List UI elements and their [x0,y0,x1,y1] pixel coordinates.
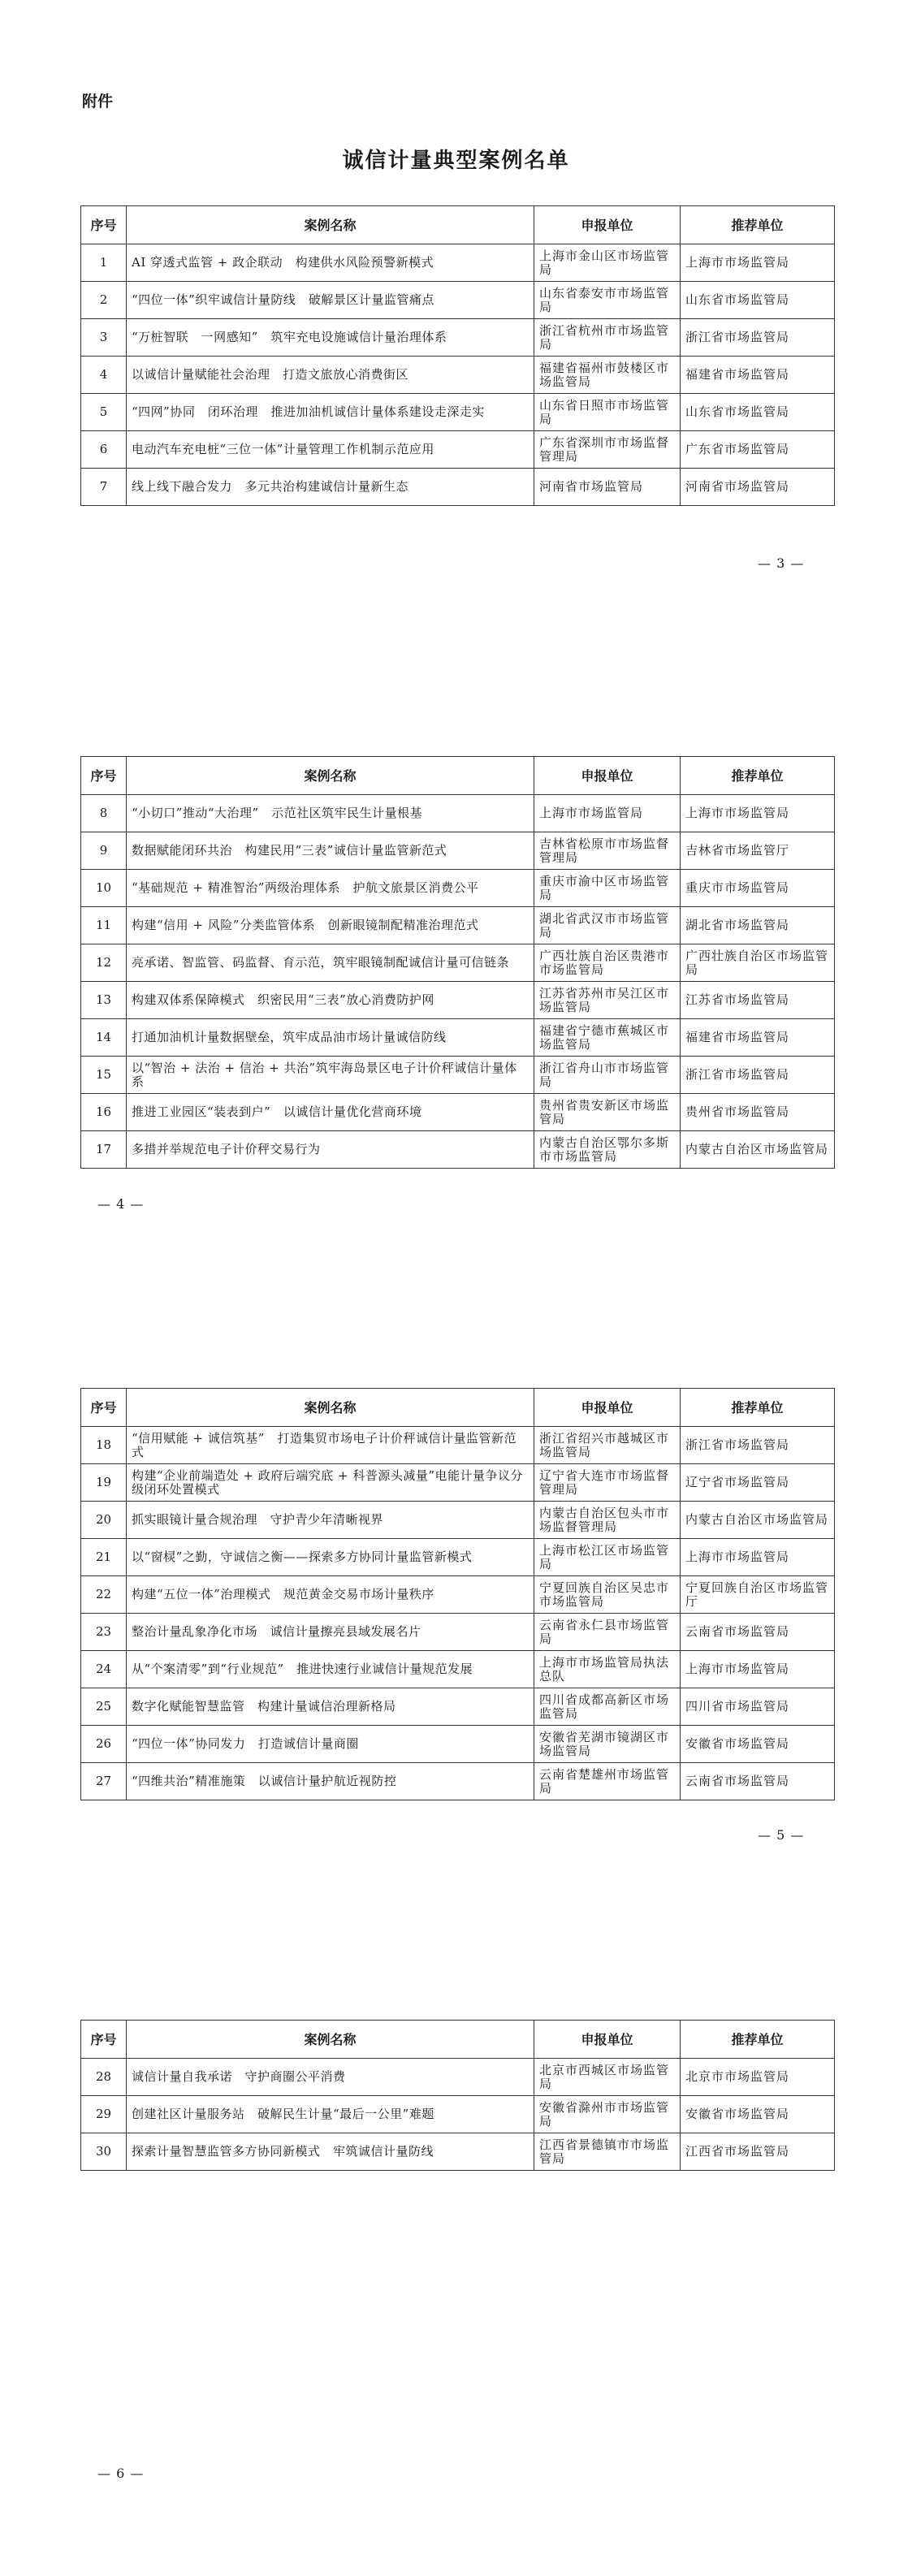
serial-cell: 2 [81,282,127,319]
serial-cell: 8 [81,795,127,832]
applicant-cell: 浙江省绍兴市越城区市场监管局 [534,1427,681,1464]
applicant-cell: 江西省景德镇市市场监管局 [534,2133,681,2171]
case-name-cell: “四位一体”协同发力 打造诚信计量商圈 [127,1726,534,1763]
header-applicant: 申报单位 [534,206,681,244]
case-name-cell: 从“个案清零”到“行业规范” 推进快速行业诚信计量规范发展 [127,1651,534,1688]
table-row [81,1726,835,1763]
case-name-cell: 数字化赋能智慧监管 构建计量诚信治理新格局 [127,1688,534,1726]
header-recommender: 推荐单位 [681,1389,835,1427]
recommender-cell: 云南省市场监管局 [681,1763,835,1800]
serial-cell: 25 [81,1688,127,1726]
recommender-cell: 浙江省市场监管局 [681,1427,835,1464]
table-row [81,282,835,319]
case-name-cell: AI 穿透式监管 + 政企联动 构建供水风险预警新模式 [127,244,534,282]
serial-cell: 28 [81,2059,127,2096]
case-table-page-4 [80,2020,835,2171]
recommender-cell: 江苏省市场监管局 [681,982,835,1019]
serial-cell: 11 [81,907,127,944]
table-row [81,357,835,394]
case-name-cell: 抓实眼镜计量合规治理 守护青少年清晰视界 [127,1502,534,1539]
header-case-name: 案例名称 [127,206,534,244]
table-row [81,394,835,431]
recommender-cell: 重庆市市场监管局 [681,870,835,907]
case-table-page-1 [80,205,835,506]
case-name-cell: 构建“企业前端造处 + 政府后端究底 + 科普源头减量”电能计量争议分级闭环处置模式 [127,1464,534,1502]
table-row [81,1427,835,1464]
header-serial: 序号 [81,206,127,244]
header-recommender: 推荐单位 [681,2021,835,2059]
table-row [81,907,835,944]
page-number: — 5 — [758,1827,805,1843]
header-recommender: 推荐单位 [681,206,835,244]
applicant-cell: 安徽省滁州市市场监管局 [534,2096,681,2133]
serial-cell: 10 [81,870,127,907]
applicant-cell: 江苏省苏州市吴江区市场监管局 [534,982,681,1019]
table-row [81,2059,835,2096]
case-name-cell: 线上线下融合发力 多元共治构建诚信计量新生态 [127,469,534,506]
applicant-cell: 吉林省松原市市场监督管理局 [534,832,681,870]
table-row [81,1019,835,1057]
applicant-cell: 上海市松江区市场监管局 [534,1539,681,1576]
applicant-cell: 山东省泰安市市场监管局 [534,282,681,319]
serial-cell: 23 [81,1614,127,1651]
serial-cell: 16 [81,1094,127,1131]
table-header-row [81,1389,835,1427]
table-row [81,944,835,982]
recommender-cell: 广西壮族自治区市场监管局 [681,944,835,982]
document-title: 诚信计量典型案例名单 [342,149,570,173]
serial-cell: 14 [81,1019,127,1057]
table-row [81,982,835,1019]
recommender-cell: 安徽省市场监管局 [681,2096,835,2133]
case-name-cell: 诚信计量自我承诺 守护商圈公平消费 [127,2059,534,2096]
serial-cell: 13 [81,982,127,1019]
case-name-cell: 探索计量智慧监管多方协同新模式 牢筑诚信计量防线 [127,2133,534,2171]
page-number: — 3 — [758,555,805,571]
applicant-cell: 上海市市场监管局 [534,795,681,832]
recommender-cell: 福建省市场监管局 [681,357,835,394]
case-name-cell: 以“窗棂”之勤，守诚信之衡——探索多方协同计量监管新模式 [127,1539,534,1576]
case-name-cell: 打通加油机计量数据壁垒，筑牢成品油市场计量诚信防线 [127,1019,534,1057]
case-name-cell: “四位一体”织牢诚信计量防线 破解景区计量监管痛点 [127,282,534,319]
table-row [81,431,835,469]
serial-cell: 24 [81,1651,127,1688]
attachment-label: 附件 [82,93,114,110]
case-name-cell: “基础规范 + 精准智治”两级治理体系 护航文旅景区消费公平 [127,870,534,907]
recommender-cell: 贵州省市场监管局 [681,1094,835,1131]
table-header-row [81,757,835,795]
table-row [81,469,835,506]
recommender-cell: 上海市市场监管局 [681,1539,835,1576]
table-row [81,244,835,282]
applicant-cell: 广西壮族自治区贵港市市场监管局 [534,944,681,982]
table-header-row [81,206,835,244]
header-applicant: 申报单位 [534,757,681,795]
header-serial: 序号 [81,2021,127,2059]
serial-cell: 15 [81,1057,127,1094]
case-table-page-3 [80,1388,835,1800]
case-name-cell: “信用赋能 + 诚信筑基” 打造集贸市场电子计价秤诚信计量监管新范式 [127,1427,534,1464]
case-name-cell: 多措并举规范电子计价秤交易行为 [127,1131,534,1169]
applicant-cell: 上海市金山区市场监管局 [534,244,681,282]
table-row [81,1688,835,1726]
serial-cell: 12 [81,944,127,982]
case-name-cell: “万桩智联 一网感知” 筑牢充电设施诚信计量治理体系 [127,319,534,357]
applicant-cell: 福建省福州市鼓楼区市场监管局 [534,357,681,394]
recommender-cell: 浙江省市场监管局 [681,319,835,357]
recommender-cell: 上海市市场监管局 [681,1651,835,1688]
case-table-page-2 [80,756,835,1169]
applicant-cell: 河南省市场监管局 [534,469,681,506]
applicant-cell: 云南省永仁县市场监管局 [534,1614,681,1651]
serial-cell: 22 [81,1576,127,1614]
recommender-cell: 河南省市场监管局 [681,469,835,506]
recommender-cell: 上海市市场监管局 [681,244,835,282]
table-row [81,1539,835,1576]
page-number: — 6 — [97,2466,145,2481]
header-serial: 序号 [81,757,127,795]
recommender-cell: 湖北省市场监管局 [681,907,835,944]
serial-cell: 19 [81,1464,127,1502]
table-row [81,1763,835,1800]
applicant-cell: 上海市市场监管局执法总队 [534,1651,681,1688]
table-header-row [81,2021,835,2059]
case-name-cell: 以诚信计量赋能社会治理 打造文旅放心消费街区 [127,357,534,394]
applicant-cell: 安徽省芜湖市镜湖区市场监管局 [534,1726,681,1763]
serial-cell: 27 [81,1763,127,1800]
serial-cell: 5 [81,394,127,431]
serial-cell: 1 [81,244,127,282]
table-row [81,1094,835,1131]
recommender-cell: 上海市市场监管局 [681,795,835,832]
applicant-cell: 云南省楚雄州市场监管局 [534,1763,681,1800]
case-name-cell: 构建“五位一体”治理模式 规范黄金交易市场计量秩序 [127,1576,534,1614]
recommender-cell: 内蒙古自治区市场监管局 [681,1502,835,1539]
applicant-cell: 山东省日照市市场监管局 [534,394,681,431]
applicant-cell: 湖北省武汉市市场监管局 [534,907,681,944]
applicant-cell: 重庆市渝中区市场监管局 [534,870,681,907]
applicant-cell: 宁夏回族自治区吴忠市市场监管局 [534,1576,681,1614]
header-serial: 序号 [81,1389,127,1427]
table-row [81,795,835,832]
serial-cell: 29 [81,2096,127,2133]
case-name-cell: “小切口”推动“大治理” 示范社区筑牢民生计量根基 [127,795,534,832]
header-case-name: 案例名称 [127,757,534,795]
recommender-cell: 广东省市场监管局 [681,431,835,469]
header-case-name: 案例名称 [127,2021,534,2059]
table-row [81,319,835,357]
recommender-cell: 吉林省市场监管厅 [681,832,835,870]
recommender-cell: 安徽省市场监管局 [681,1726,835,1763]
header-case-name: 案例名称 [127,1389,534,1427]
case-name-cell: 以“智治 + 法治 + 信治 + 共治”筑牢海岛景区电子计价秤诚信计量体系 [127,1057,534,1094]
recommender-cell: 福建省市场监管局 [681,1019,835,1057]
applicant-cell: 广东省深圳市市场监督管理局 [534,431,681,469]
serial-cell: 7 [81,469,127,506]
applicant-cell: 内蒙古自治区鄂尔多斯市市场监管局 [534,1131,681,1169]
case-name-cell: 电动汽车充电桩“三位一体”计量管理工作机制示范应用 [127,431,534,469]
recommender-cell: 内蒙古自治区市场监管局 [681,1131,835,1169]
case-name-cell: 创建社区计量服务站 破解民生计量“最后一公里”难题 [127,2096,534,2133]
serial-cell: 30 [81,2133,127,2171]
header-recommender: 推荐单位 [681,757,835,795]
recommender-cell: 四川省市场监管局 [681,1688,835,1726]
recommender-cell: 云南省市场监管局 [681,1614,835,1651]
recommender-cell: 山东省市场监管局 [681,282,835,319]
table-row [81,870,835,907]
table-row [81,832,835,870]
applicant-cell: 内蒙古自治区包头市市场监督管理局 [534,1502,681,1539]
header-applicant: 申报单位 [534,2021,681,2059]
table-row [81,1576,835,1614]
serial-cell: 20 [81,1502,127,1539]
case-name-cell: 整治计量乱象净化市场 诚信计量擦亮县域发展名片 [127,1614,534,1651]
table-row [81,1502,835,1539]
applicant-cell: 辽宁省大连市市场监督管理局 [534,1464,681,1502]
case-name-cell: 推进工业园区“装表到户” 以诚信计量优化营商环境 [127,1094,534,1131]
table-row [81,1464,835,1502]
table-row [81,1057,835,1094]
table-row [81,1651,835,1688]
case-name-cell: 构建双体系保障模式 织密民用“三表”放心消费防护网 [127,982,534,1019]
serial-cell: 3 [81,319,127,357]
recommender-cell: 浙江省市场监管局 [681,1057,835,1094]
serial-cell: 4 [81,357,127,394]
applicant-cell: 浙江省舟山市市场监管局 [534,1057,681,1094]
recommender-cell: 辽宁省市场监管局 [681,1464,835,1502]
applicant-cell: 贵州省贵安新区市场监管局 [534,1094,681,1131]
table-row [81,1131,835,1169]
serial-cell: 9 [81,832,127,870]
recommender-cell: 北京市市场监管局 [681,2059,835,2096]
header-applicant: 申报单位 [534,1389,681,1427]
recommender-cell: 山东省市场监管局 [681,394,835,431]
serial-cell: 17 [81,1131,127,1169]
table-row [81,2133,835,2171]
case-name-cell: 亮承诺、智监管、码监督、育示范，筑牢眼镜制配诚信计量可信链条 [127,944,534,982]
case-name-cell: “四维共治”精准施策 以诚信计量护航近视防控 [127,1763,534,1800]
case-name-cell: 数据赋能闭环共治 构建民用“三表”诚信计量监管新范式 [127,832,534,870]
serial-cell: 21 [81,1539,127,1576]
recommender-cell: 江西省市场监管局 [681,2133,835,2171]
recommender-cell: 宁夏回族自治区市场监管厅 [681,1576,835,1614]
table-row [81,1614,835,1651]
serial-cell: 26 [81,1726,127,1763]
case-name-cell: “四网”协同 闭环治理 推进加油机诚信计量体系建设走深走实 [127,394,534,431]
case-name-cell: 构建“信用 + 风险”分类监管体系 创新眼镜制配精准治理范式 [127,907,534,944]
page-number: — 4 — [97,1196,145,1212]
table-row [81,2096,835,2133]
applicant-cell: 四川省成都高新区市场监管局 [534,1688,681,1726]
applicant-cell: 北京市西城区市场监管局 [534,2059,681,2096]
serial-cell: 18 [81,1427,127,1464]
applicant-cell: 浙江省杭州市市场监管局 [534,319,681,357]
applicant-cell: 福建省宁德市蕉城区市场监管局 [534,1019,681,1057]
serial-cell: 6 [81,431,127,469]
